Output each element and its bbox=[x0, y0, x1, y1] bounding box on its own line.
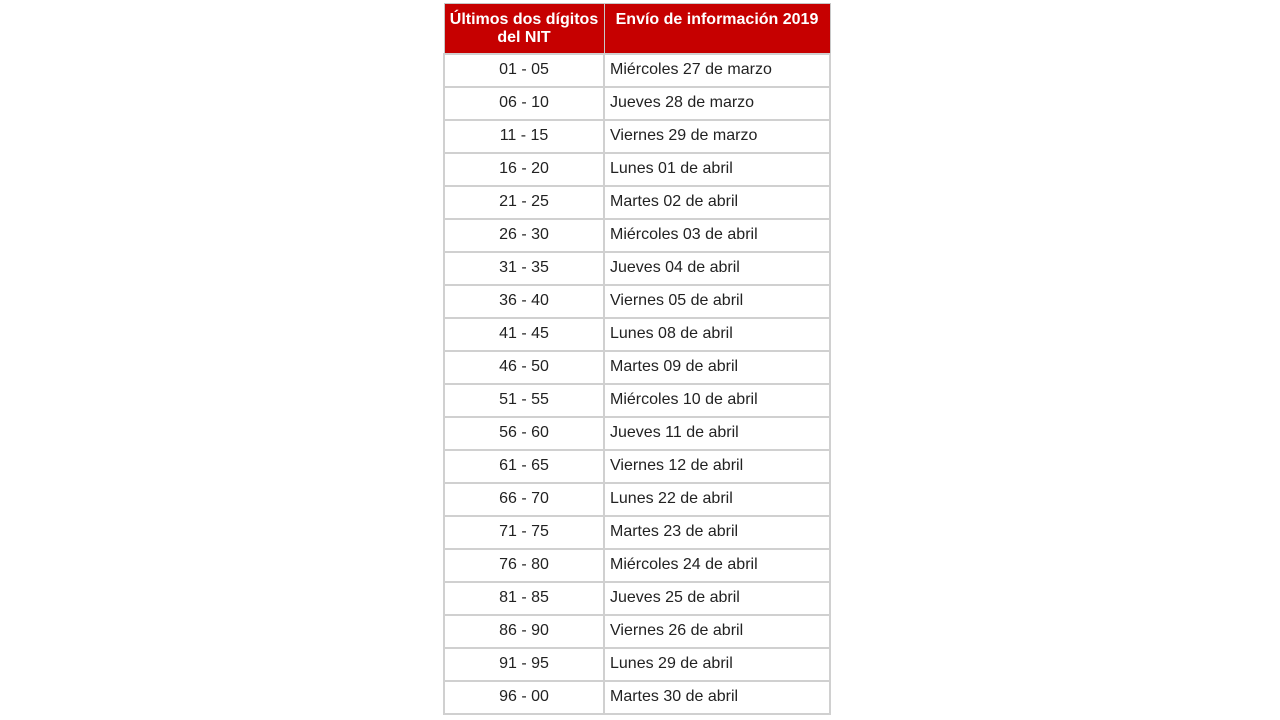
table-row bbox=[444, 120, 830, 153]
submission-date-cell: Martes 23 de abril bbox=[604, 516, 830, 549]
submission-date-cell: Miércoles 10 de abril bbox=[604, 384, 830, 417]
table-row bbox=[444, 54, 830, 87]
nit-range-cell: 86 - 90 bbox=[444, 615, 604, 648]
table-row bbox=[444, 648, 830, 681]
submission-date-cell: Miércoles 24 de abril bbox=[604, 549, 830, 582]
nit-range-cell: 91 - 95 bbox=[444, 648, 604, 681]
submission-date-cell: Viernes 26 de abril bbox=[604, 615, 830, 648]
table-row bbox=[444, 417, 830, 450]
header-submission-date: Envío de información 2019 bbox=[604, 4, 830, 54]
table-row bbox=[444, 351, 830, 384]
table-row bbox=[444, 549, 830, 582]
table-row bbox=[444, 87, 830, 120]
submission-date-cell: Miércoles 27 de marzo bbox=[604, 54, 830, 87]
submission-date-cell: Jueves 04 de abril bbox=[604, 252, 830, 285]
table-row bbox=[444, 483, 830, 516]
nit-range-cell: 41 - 45 bbox=[444, 318, 604, 351]
submission-date-cell: Viernes 29 de marzo bbox=[604, 120, 830, 153]
nit-range-cell: 06 - 10 bbox=[444, 87, 604, 120]
table-row bbox=[444, 516, 830, 549]
submission-date-cell: Miércoles 03 de abril bbox=[604, 219, 830, 252]
nit-range-cell: 81 - 85 bbox=[444, 582, 604, 615]
submission-date-cell: Lunes 29 de abril bbox=[604, 648, 830, 681]
submission-date-cell: Martes 02 de abril bbox=[604, 186, 830, 219]
nit-range-cell: 66 - 70 bbox=[444, 483, 604, 516]
table-header-row bbox=[444, 4, 830, 54]
submission-date-cell: Viernes 12 de abril bbox=[604, 450, 830, 483]
submission-date-cell: Lunes 01 de abril bbox=[604, 153, 830, 186]
submission-date-cell: Lunes 08 de abril bbox=[604, 318, 830, 351]
table-row bbox=[444, 186, 830, 219]
submission-date-cell: Lunes 22 de abril bbox=[604, 483, 830, 516]
nit-range-cell: 01 - 05 bbox=[444, 54, 604, 87]
nit-schedule-table bbox=[443, 3, 831, 715]
nit-range-cell: 61 - 65 bbox=[444, 450, 604, 483]
table-row bbox=[444, 285, 830, 318]
nit-range-cell: 56 - 60 bbox=[444, 417, 604, 450]
nit-range-cell: 96 - 00 bbox=[444, 681, 604, 714]
table-row bbox=[444, 252, 830, 285]
nit-range-cell: 36 - 40 bbox=[444, 285, 604, 318]
table-row bbox=[444, 582, 830, 615]
submission-date-cell: Jueves 28 de marzo bbox=[604, 87, 830, 120]
submission-date-cell: Martes 09 de abril bbox=[604, 351, 830, 384]
submission-date-cell: Jueves 11 de abril bbox=[604, 417, 830, 450]
nit-range-cell: 26 - 30 bbox=[444, 219, 604, 252]
nit-range-cell: 21 - 25 bbox=[444, 186, 604, 219]
table-row bbox=[444, 384, 830, 417]
table-body bbox=[444, 54, 830, 714]
table-row bbox=[444, 681, 830, 714]
table-row bbox=[444, 615, 830, 648]
table-row bbox=[444, 450, 830, 483]
submission-date-cell: Martes 30 de abril bbox=[604, 681, 830, 714]
nit-range-cell: 31 - 35 bbox=[444, 252, 604, 285]
nit-range-cell: 51 - 55 bbox=[444, 384, 604, 417]
submission-date-cell: Viernes 05 de abril bbox=[604, 285, 830, 318]
nit-range-cell: 16 - 20 bbox=[444, 153, 604, 186]
table-row bbox=[444, 219, 830, 252]
table-row bbox=[444, 153, 830, 186]
table-row bbox=[444, 318, 830, 351]
header-nit-digits: Últimos dos dígitos del NIT bbox=[444, 4, 604, 54]
submission-date-cell: Jueves 25 de abril bbox=[604, 582, 830, 615]
nit-range-cell: 76 - 80 bbox=[444, 549, 604, 582]
nit-range-cell: 71 - 75 bbox=[444, 516, 604, 549]
nit-range-cell: 46 - 50 bbox=[444, 351, 604, 384]
nit-schedule-table-container bbox=[443, 3, 829, 715]
nit-range-cell: 11 - 15 bbox=[444, 120, 604, 153]
